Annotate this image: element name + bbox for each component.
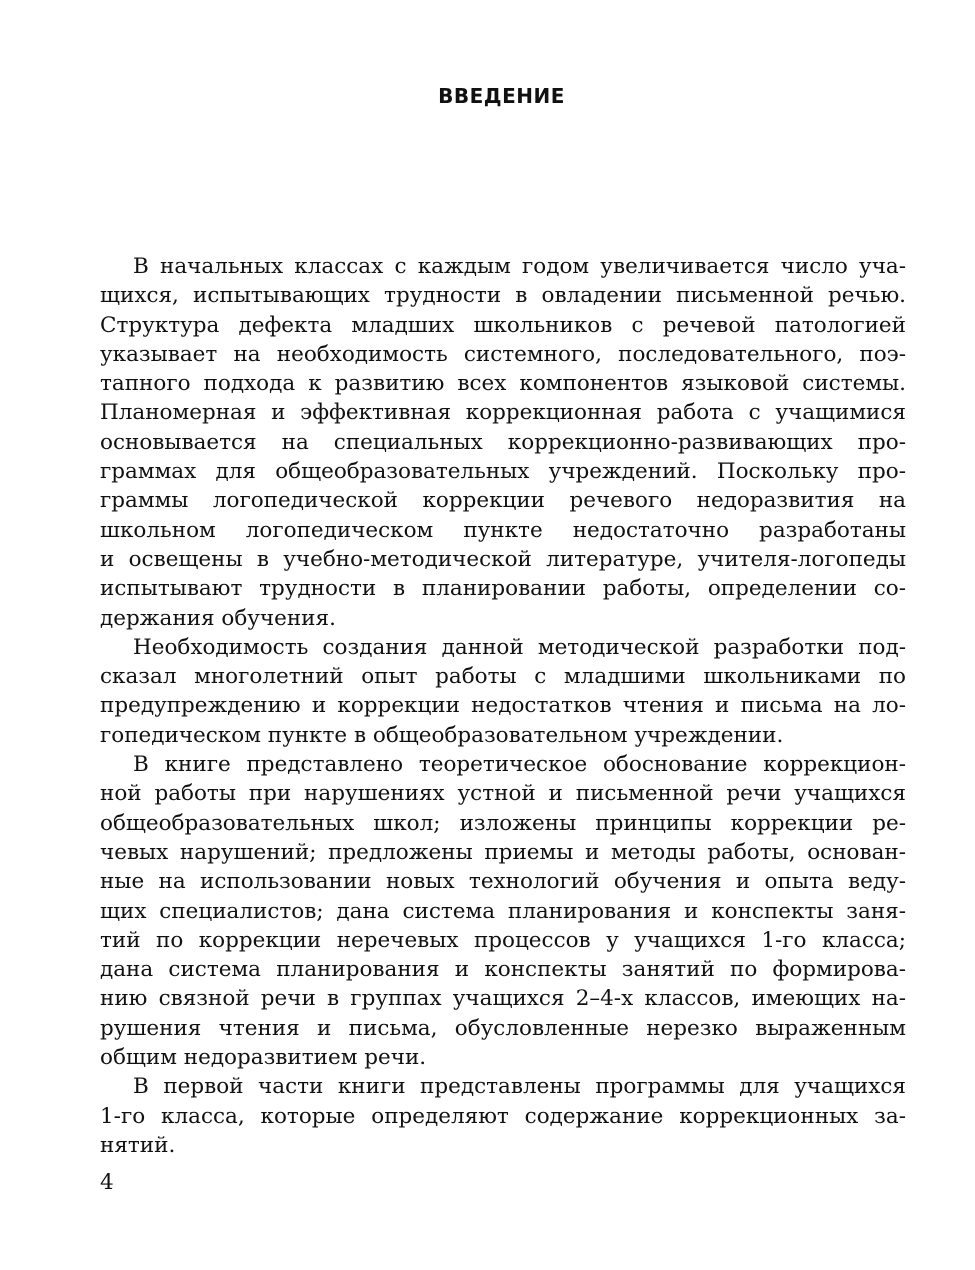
page-number: 4 (100, 1170, 114, 1195)
paragraph-2 (100, 633, 906, 750)
paragraph-4 (100, 1072, 906, 1160)
text-line: 1-го класса, которые определяют содержание коррекционных за- (100, 1103, 906, 1129)
text-line: щих специалистов; дана система планирования и конспекты заня- (100, 898, 906, 924)
text-line: Структура дефекта младших школьников с речевой патологией (100, 312, 906, 338)
text-line: сказал многолетний опыт работы с младшими школьниками по (100, 664, 906, 690)
text-line: общеобразовательных школ; изложены принципы коррекции ре- (100, 810, 906, 836)
text-line: щихся, испытывающих трудности в овладении письменной речью. (100, 283, 906, 309)
text-line: предупреждению и коррекции недостатков чтения и письма на ло- (100, 693, 906, 719)
text-line: В книге представлено теоретическое обоснование коррекцион- (133, 752, 906, 778)
text-line: школьном логопедическом пункте недостаточно разработаны (100, 517, 906, 543)
text-line: В начальных классах с каждым годом увеличивается число уча- (133, 254, 906, 279)
text-line: основывается на специальных коррекционно-развивающих про- (100, 429, 906, 455)
chapter-title: ВВЕДЕНИЕ (438, 84, 565, 108)
text-line: граммы логопедической коррекции речевого недоразвития на (100, 488, 906, 514)
text-line: нятий. (100, 1132, 176, 1158)
text-line: дана система планирования и конспекты занятий по формирова- (100, 957, 906, 983)
text-line: нию связной речи в группах учащихся 2–4-х классов, имеющих на- (100, 986, 906, 1012)
text-line: граммах для общеобразовательных учреждений. Поскольку про- (100, 459, 906, 485)
text-line: ной работы при нарушениях устной и письменной речи учащихся (100, 781, 906, 807)
text-line: указывает на необходимость системного, последовательного, поэ- (100, 341, 906, 367)
text-line: тий по коррекции неречевых процессов у учащихся 1-го класса; (100, 927, 906, 953)
paragraph-1 (100, 252, 906, 633)
text-line: Необходимость создания данной методической разработки под- (133, 634, 906, 660)
paragraph-3 (100, 750, 906, 1072)
text-line: ные на использовании новых технологий обучения и опыта веду- (100, 869, 906, 895)
text-line: и освещены в учебно-методической литературе, учителя-логопеды (100, 546, 906, 572)
text-line: испытывают трудности в планировании работы, определении со- (100, 576, 906, 602)
text-line: тапного подхода к развитию всех компонентов языковой системы. (100, 371, 906, 397)
text-line: чевых нарушений; предложены приемы и методы работы, основан- (100, 839, 906, 865)
text-line: Планомерная и эффективная коррекционная работа с учащимися (100, 400, 906, 426)
text-line: В первой части книги представлены программы для учащихся (133, 1074, 906, 1100)
text-line: держания обучения. (100, 605, 336, 631)
body-text (100, 252, 906, 1160)
text-line: рушения чтения и письма, обусловленные нерезко выраженным (100, 1015, 906, 1041)
text-line: гопедическом пункте в общеобразовательном учреждении. (100, 722, 784, 748)
text-line: общим недоразвитием речи. (100, 1045, 427, 1071)
